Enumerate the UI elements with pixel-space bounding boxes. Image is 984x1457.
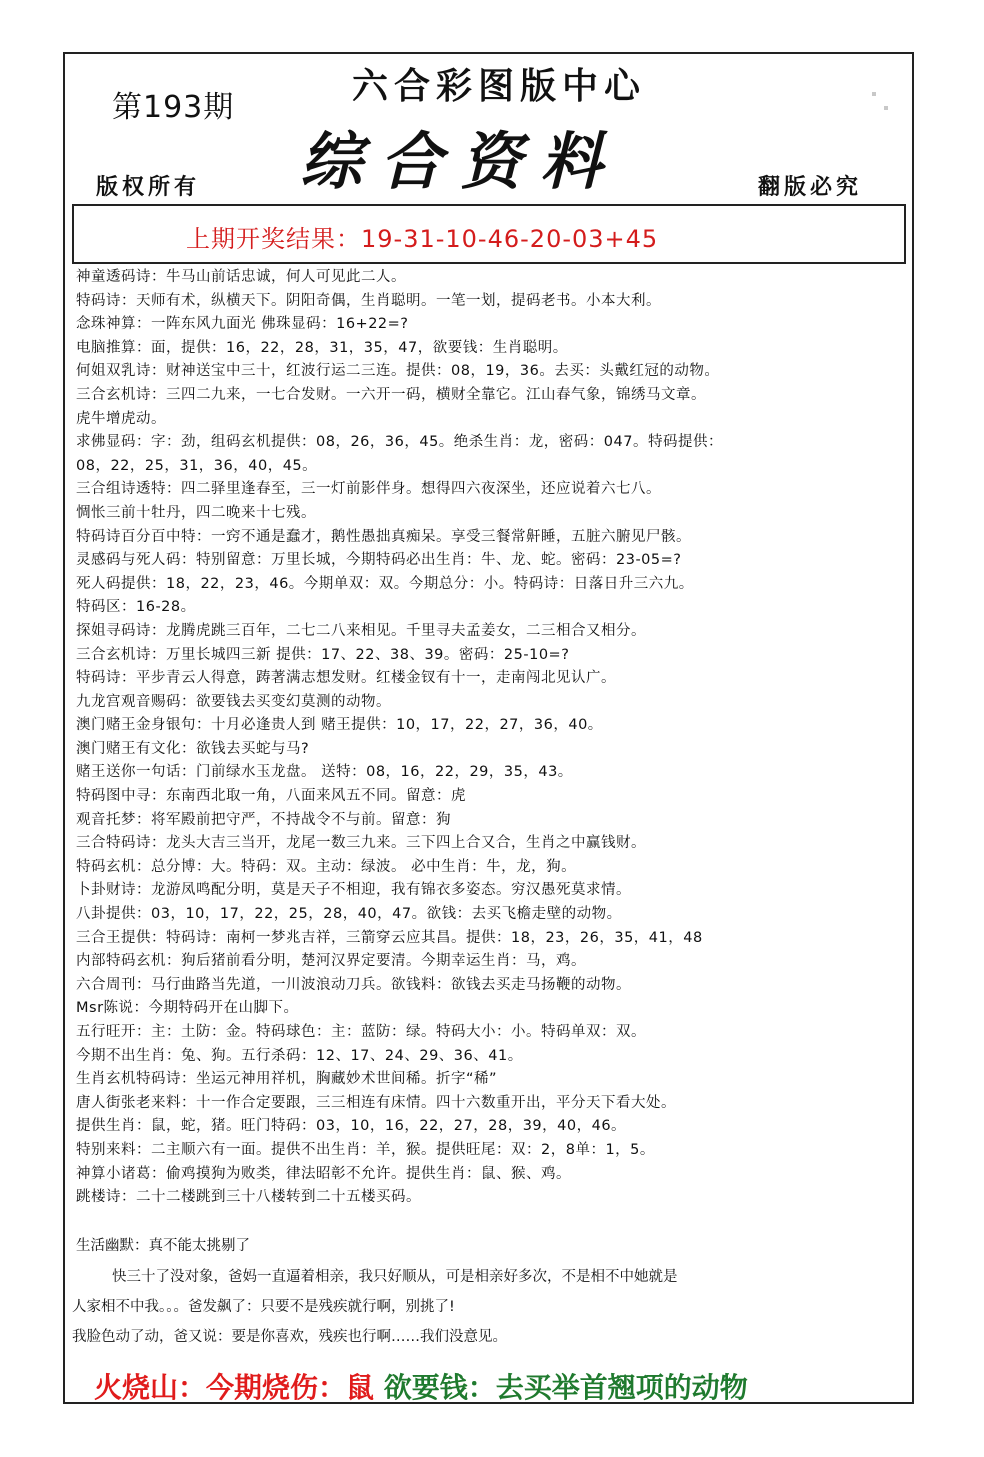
tip-line: 虎牛增虎动。	[76, 410, 166, 427]
last-draw-result: 上期开奖结果：19-31-10-46-20-03+45	[186, 225, 659, 253]
tip-line: 六合周刊：马行曲路当先道，一川波浪动刀兵。欲钱料：欲钱去买走马扬鞭的动物。	[76, 976, 631, 993]
decorative-mark	[872, 92, 876, 96]
humor-line: 快三十了没对象，爸妈一直逼着相亲，我只好顺从，可是相亲好多次，不是相不中她就是	[112, 1269, 678, 1285]
tip-line: 三合玄机诗：万里长城四三新 提供：17、22、38、39。密码：25-10=?	[76, 646, 570, 663]
tip-line: 特码诗百分百中特：一窍不通是蠢才，鹅性愚拙真痴呆。享受三餐常鼾睡，五脏六腑见尸骸。	[76, 528, 691, 545]
tip-line: 特码诗：天师有术，纵横天下。阴阳奇偶，生肖聪明。一笔一划，提码老书。小本大利。	[76, 292, 661, 309]
tip-line: 念珠神算：一阵东风九面光 佛珠显码：16+22=?	[76, 316, 409, 333]
tip-line: 特码诗：平步青云人得意，踌著满志想发财。红楼金钗有十一，走南闯北见认广。	[76, 670, 616, 687]
humor-paragraph	[72, 1262, 906, 1352]
tip-line: 跳楼诗：二十二楼跳到三十八楼转到二十五楼买码。	[76, 1189, 421, 1206]
tip-line: 三合玄机诗：三四二九来，一七合发财。一六开一码，横财全靠它。江山春气象，锦绣马文章。	[76, 386, 706, 403]
tip-line: 卜卦财诗：龙游凤鸣配分明，莫是天子不相迎，我有锦衣多姿态。穷汉愚死莫求情。	[76, 882, 631, 899]
tips-list	[76, 266, 912, 1210]
humor-line: 人家相不中我。。。爸发飙了：只要不是残疾就行啊，别挑了!	[72, 1299, 455, 1315]
tip-line: 提供生肖：鼠，蛇，猪。旺门特码：03，10，16，22，27，28，39，40，46。	[76, 1118, 627, 1135]
tip-line: 三合特码诗：龙头大吉三当开，龙尾一数三九来。三下四上合又合，生肖之中赢钱财。	[76, 835, 646, 852]
tip-line: 探姐寻码诗：龙腾虎跳三百年，二七二八来相见。千里寻夫孟姜女，二三相合又相分。	[76, 622, 646, 639]
tip-line: 三合王提供：特码诗：南柯一梦兆吉祥，三箭穿云应其昌。提供：18，23，26，35，41，48	[76, 929, 703, 946]
tip-line: 神算小诸葛：偷鸡摸狗为败类，律法昭彰不允许。提供生肖：鼠、猴、鸡。	[76, 1165, 571, 1182]
tip-line: 08，22，25，31，36，40，45。	[76, 457, 318, 474]
tip-line: 神童透码诗：牛马山前话忠诚，何人可见此二人。	[76, 269, 406, 285]
tip-line: 澳门赌王金身银句：十月必逢贵人到 赌王提供：10，17，22，27，36，40。	[76, 717, 603, 734]
tip-line: 观音托梦：将军殿前把守严，不持战令不与前。留意：狗	[76, 811, 451, 828]
tip-line: 特码玄机：总分博：大。特码：双。主动：绿波。 必中生肖：牛，龙，狗。	[76, 858, 577, 875]
tip-line: 今期不出生肖：兔、狗。五行杀码：12、17、24、29、36、41。	[76, 1047, 523, 1064]
tip-line: Msr陈说：今期特码开在山脚下。	[76, 1000, 299, 1017]
tip-line: 三合组诗透特：四二驿里逢春至，三一灯前影伴身。想得四六夜深坐，还应说着六七八。	[76, 481, 661, 498]
humor-title: 生活幽默：真不能太挑剔了	[76, 1238, 250, 1254]
footer-banner	[94, 1366, 748, 1406]
tip-line: 唐人街张老来料：十一作合定要跟，三三相连有床情。四十六数重开出，平分天下看大处。	[76, 1094, 676, 1111]
tip-line: 澳门赌王有文化：欲钱去买蛇与马?	[76, 740, 310, 757]
page-title: 综合资料	[300, 125, 621, 198]
tip-line: 特码区：16-28。	[76, 599, 196, 616]
tip-line: 八卦提供：03，10，17，22，25，28，40，47。欲钱：去买飞檐走壁的动物。	[76, 906, 622, 923]
tip-line: 九龙宫观音赐码：欲要钱去买变幻莫测的动物。	[76, 693, 391, 710]
piracy-note: 翻版必究	[758, 175, 863, 200]
tip-line: 何姐双乳诗：财神送宝中三十，红波行运二三连。提供：08，19，36。去买：头戴红冠的动物。	[76, 363, 720, 380]
tip-line: 生肖玄机特码诗：坐运元神用祥机，胸藏妙术世间稀。折字“稀”	[76, 1071, 498, 1088]
tip-line: 电脑推算：面，提供：16，22，28，31，35，47，欲要钱：生肖聪明。	[76, 339, 568, 356]
footer-buy-text: 欲要钱：去买举首翘项的动物	[383, 1371, 748, 1404]
tip-line: 特别来料：二主顺六有一面。提供不出生肖：羊，猴。提供旺尾：双：2，8单：1，5。	[76, 1141, 655, 1158]
tip-line: 特码图中寻：东南西北取一角，八面来风五不同。留意：虎	[76, 788, 466, 805]
issue-number: 第193期	[112, 90, 235, 125]
tip-line: 惆怅三前十牡丹，四二晚来十七残。	[76, 504, 316, 521]
tip-line: 赌王送你一句话：门前绿水玉龙盘。 送特：08，16，22，29，35，43。	[76, 764, 573, 781]
tip-line: 灵感码与死人码：特别留意：万里长城，今期特码必出生肖：牛、龙、蛇。密码：23-05=?	[76, 552, 682, 569]
humor-line: 我脸色动了动，爸又说：要是你喜欢，残疾也行啊……我们没意见。	[72, 1329, 507, 1345]
center-name: 六合彩图版中心	[352, 65, 647, 107]
tip-line: 五行旺开：主：土防：金。特码球色：主：蓝防：绿。特码大小：小。特码单双：双。	[76, 1024, 646, 1040]
footer-fire-text: 火烧山：今期烧伤：鼠	[94, 1371, 375, 1404]
tip-line: 求佛显码：字：劲，组码玄机提供：08，26，36，45。绝杀生肖：龙，密码：047。特码提供：	[76, 434, 723, 451]
copyright-note: 版权所有	[96, 175, 201, 200]
tip-line: 死人码提供：18，22，23，46。今期单双：双。今期总分：小。特码诗：日落日升三六九。	[76, 575, 694, 592]
tip-line: 内部特码玄机：狗后猪前看分明，楚河汉界定要清。今期幸运生肖：马，鸡。	[76, 953, 586, 970]
decorative-mark	[884, 106, 888, 110]
